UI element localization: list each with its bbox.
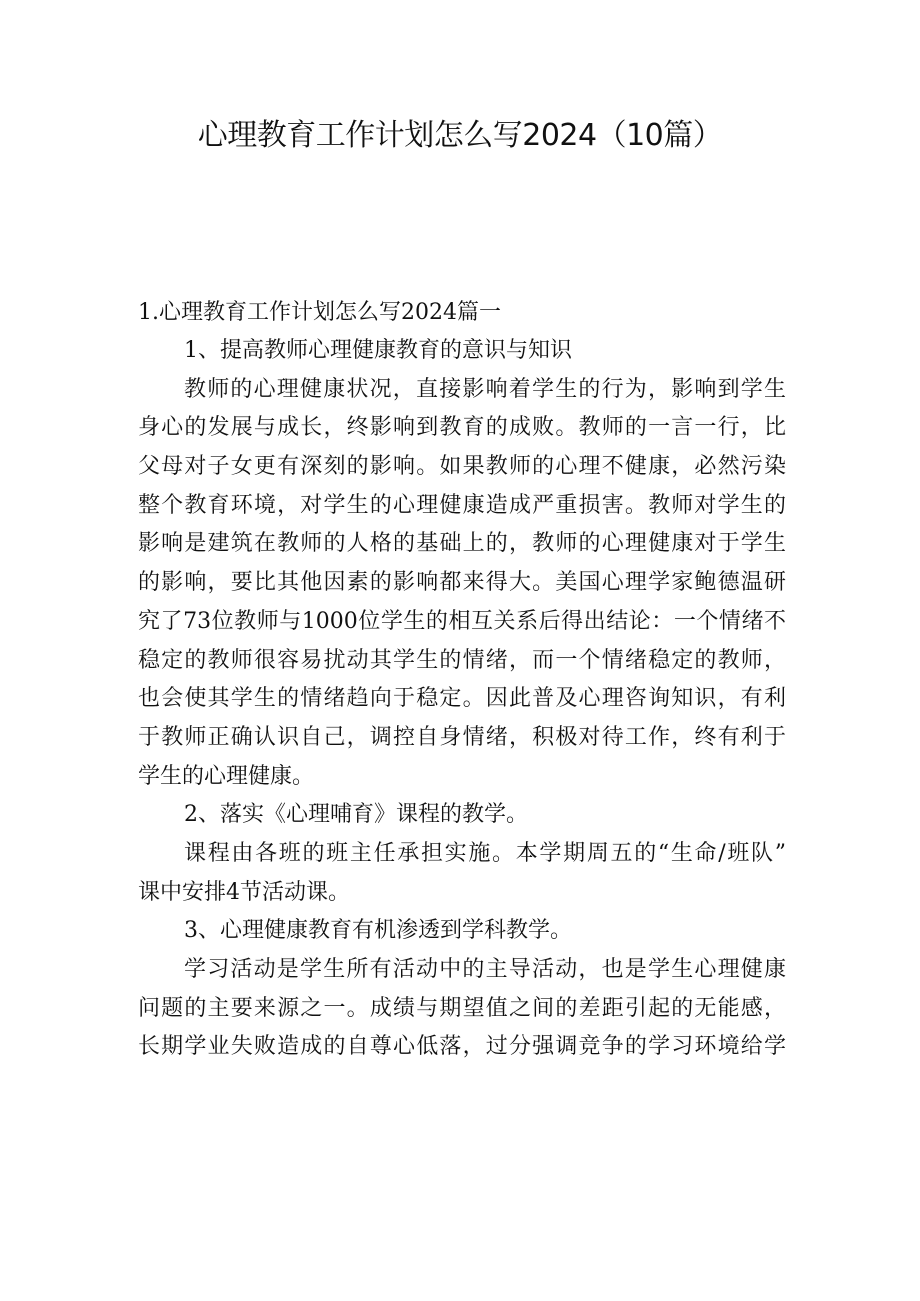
paragraph-line: 的影响，要比其他因素的影响都来得大。美国心理学家鲍德温研 (138, 570, 786, 596)
paragraph-line: 身心的发展与成长，终影响到教育的成败。教师的一言一行，比 (138, 415, 786, 441)
paragraph-line: 稳定的教师很容易扰动其学生的情绪，而一个情绪稳定的教师， (138, 647, 786, 673)
paragraph-line: 教师的心理健康状况，直接影响着学生的行为，影响到学生 (184, 376, 786, 402)
paragraph-line: 课程由各班的班主任承担实施。本学期周五的“生命/班队” (184, 840, 786, 866)
document-title: 心理教育工作计划怎么写2024（10篇） (197, 118, 723, 153)
paragraph-line: 学习活动是学生所有活动中的主导活动，也是学生心理健康 (184, 957, 786, 982)
subheading-2: 2、落实《心理哺育》课程的教学。 (184, 802, 528, 828)
paragraph-line: 也会使其学生的情绪趋向于稳定。因此普及心理咨询知识，有利 (138, 686, 786, 712)
paragraph-line: 学生的心理健康。 (138, 763, 315, 789)
document-body (138, 294, 786, 1067)
subheading-1: 1、提高教师心理健康教育的意识与知识 (184, 338, 572, 363)
paragraph-line: 父母对子女更有深刻的影响。如果教师的心理不健康，必然污染 (138, 454, 786, 480)
paragraph-line: 影响是建筑在教师的人格的基础上的，教师的心理健康对于学生 (138, 531, 786, 557)
paragraph-line: 课中安排4节活动课。 (138, 879, 350, 905)
paragraph-line: 于教师正确认识自己，调控自身情绪，积极对待工作，终有利于 (138, 724, 786, 750)
paragraph-line: 整个教育环境，对学生的心理健康造成严重损害。教师对学生的 (138, 492, 786, 518)
paragraph-line: 究了73位教师与1000位学生的相互关系后得出结论：一个情绪不 (138, 608, 786, 634)
paragraph-line: 长期学业失败造成的自尊心低落，过分强调竞争的学习环境给学 (138, 1034, 786, 1060)
paragraph-line: 问题的主要来源之一。成绩与期望值之间的差距引起的无能感， (138, 995, 786, 1021)
section-heading: 1.心理教育工作计划怎么写2024篇一 (138, 300, 501, 325)
subheading-3: 3、心理健康教育有机渗透到学科教学。 (184, 918, 572, 944)
